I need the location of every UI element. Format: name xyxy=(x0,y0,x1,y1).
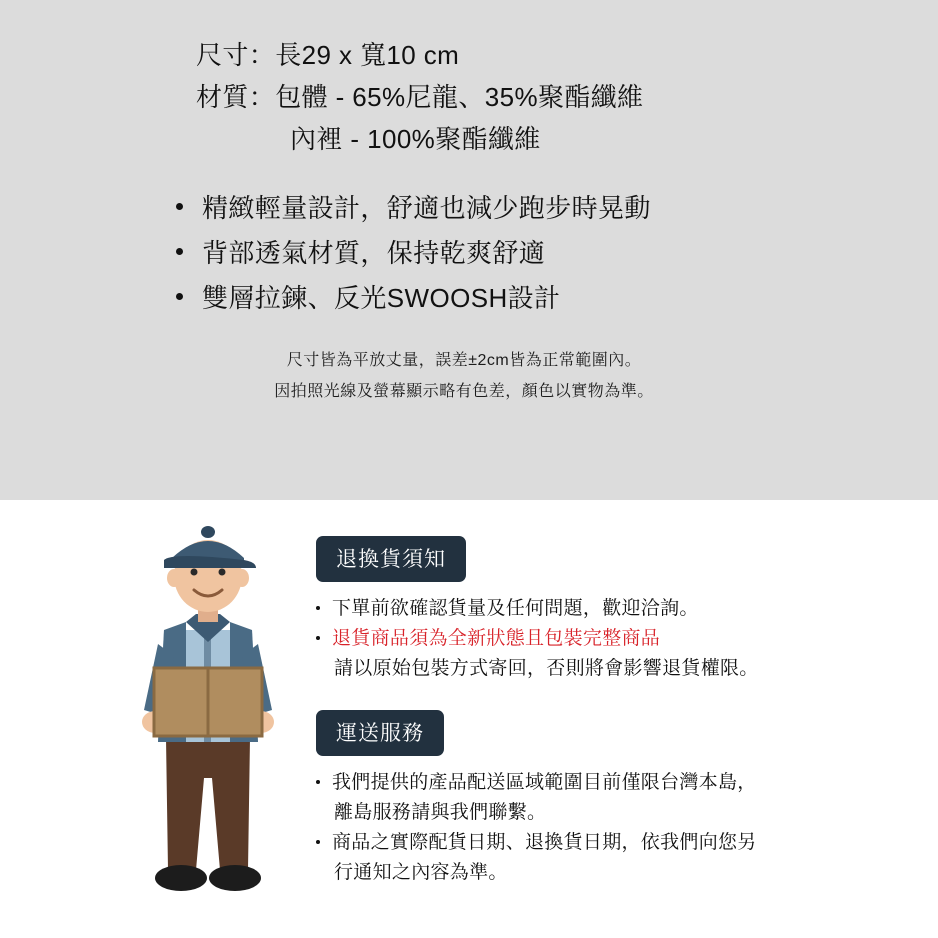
bullet-dot-icon xyxy=(316,780,320,784)
list-item xyxy=(316,828,916,888)
list-item xyxy=(316,594,916,624)
shipping-list xyxy=(316,768,916,888)
returns-item-subtext: 請以原始包裝方式寄回，否則將會影響退貨權限。 xyxy=(334,658,759,680)
shipping-item-subtext: 離島服務請與我們聯繫。 xyxy=(334,802,547,824)
shipping-item-text: 我們提供的產品配送區域範圍目前僅限台灣本島， xyxy=(332,772,757,794)
delivery-person-illustration xyxy=(108,510,308,935)
list-item xyxy=(316,624,916,684)
note-line-1: 尺寸皆為平放丈量，誤差±2cm皆為正常範圍內。 xyxy=(286,352,642,370)
list-item xyxy=(168,231,938,276)
feature-text: 精緻輕量設計，舒適也減少跑步時晃動 xyxy=(202,193,651,224)
shipping-item-text: 商品之實際配貨日期、退換貨日期，依我們向您另 xyxy=(332,832,757,854)
returns-item-text: 下單前欲確認貨量及任何問題，歡迎洽詢。 xyxy=(332,598,699,619)
returns-block xyxy=(316,536,916,684)
feature-text: 背部透氣材質，保持乾爽舒適 xyxy=(202,238,546,269)
shipping-heading-tag: 運送服務 xyxy=(316,710,444,756)
shipping-block xyxy=(316,710,916,888)
note-line-2: 因拍照光線及螢幕顯示略有色差，顏色以實物為準。 xyxy=(274,382,654,400)
shipping-item-subtext: 行通知之內容為準。 xyxy=(334,862,508,884)
list-item xyxy=(168,276,938,321)
feature-list xyxy=(168,186,938,320)
list-item xyxy=(316,768,916,828)
measurement-notes xyxy=(0,346,938,407)
spec-size-line: 尺寸：長29 x 寬10 cm xyxy=(196,40,460,70)
returns-heading-tag: 退換貨須知 xyxy=(316,536,466,582)
list-item xyxy=(168,186,938,231)
spec-material-line-1: 材質：包體 - 65%尼龍、35%聚酯纖維 xyxy=(196,82,644,113)
bullet-dot-icon xyxy=(316,636,320,640)
returns-list xyxy=(316,594,916,684)
bullet-dot-icon xyxy=(176,293,183,300)
bullet-dot-icon xyxy=(316,606,320,610)
policy-text-column xyxy=(316,536,916,888)
bullet-dot-icon xyxy=(316,840,320,844)
bullet-dot-icon xyxy=(176,203,183,210)
spec-text-block xyxy=(196,34,938,160)
bullet-dot-icon xyxy=(176,248,183,255)
policy-section xyxy=(0,500,938,938)
returns-item-highlight: 退貨商品須為全新狀態且包裝完整商品 xyxy=(332,628,661,650)
feature-text: 雙層拉鍊、反光SWOOSH設計 xyxy=(202,282,561,313)
spec-material-line-2: 內裡 - 100%聚酯纖維 xyxy=(290,124,541,155)
